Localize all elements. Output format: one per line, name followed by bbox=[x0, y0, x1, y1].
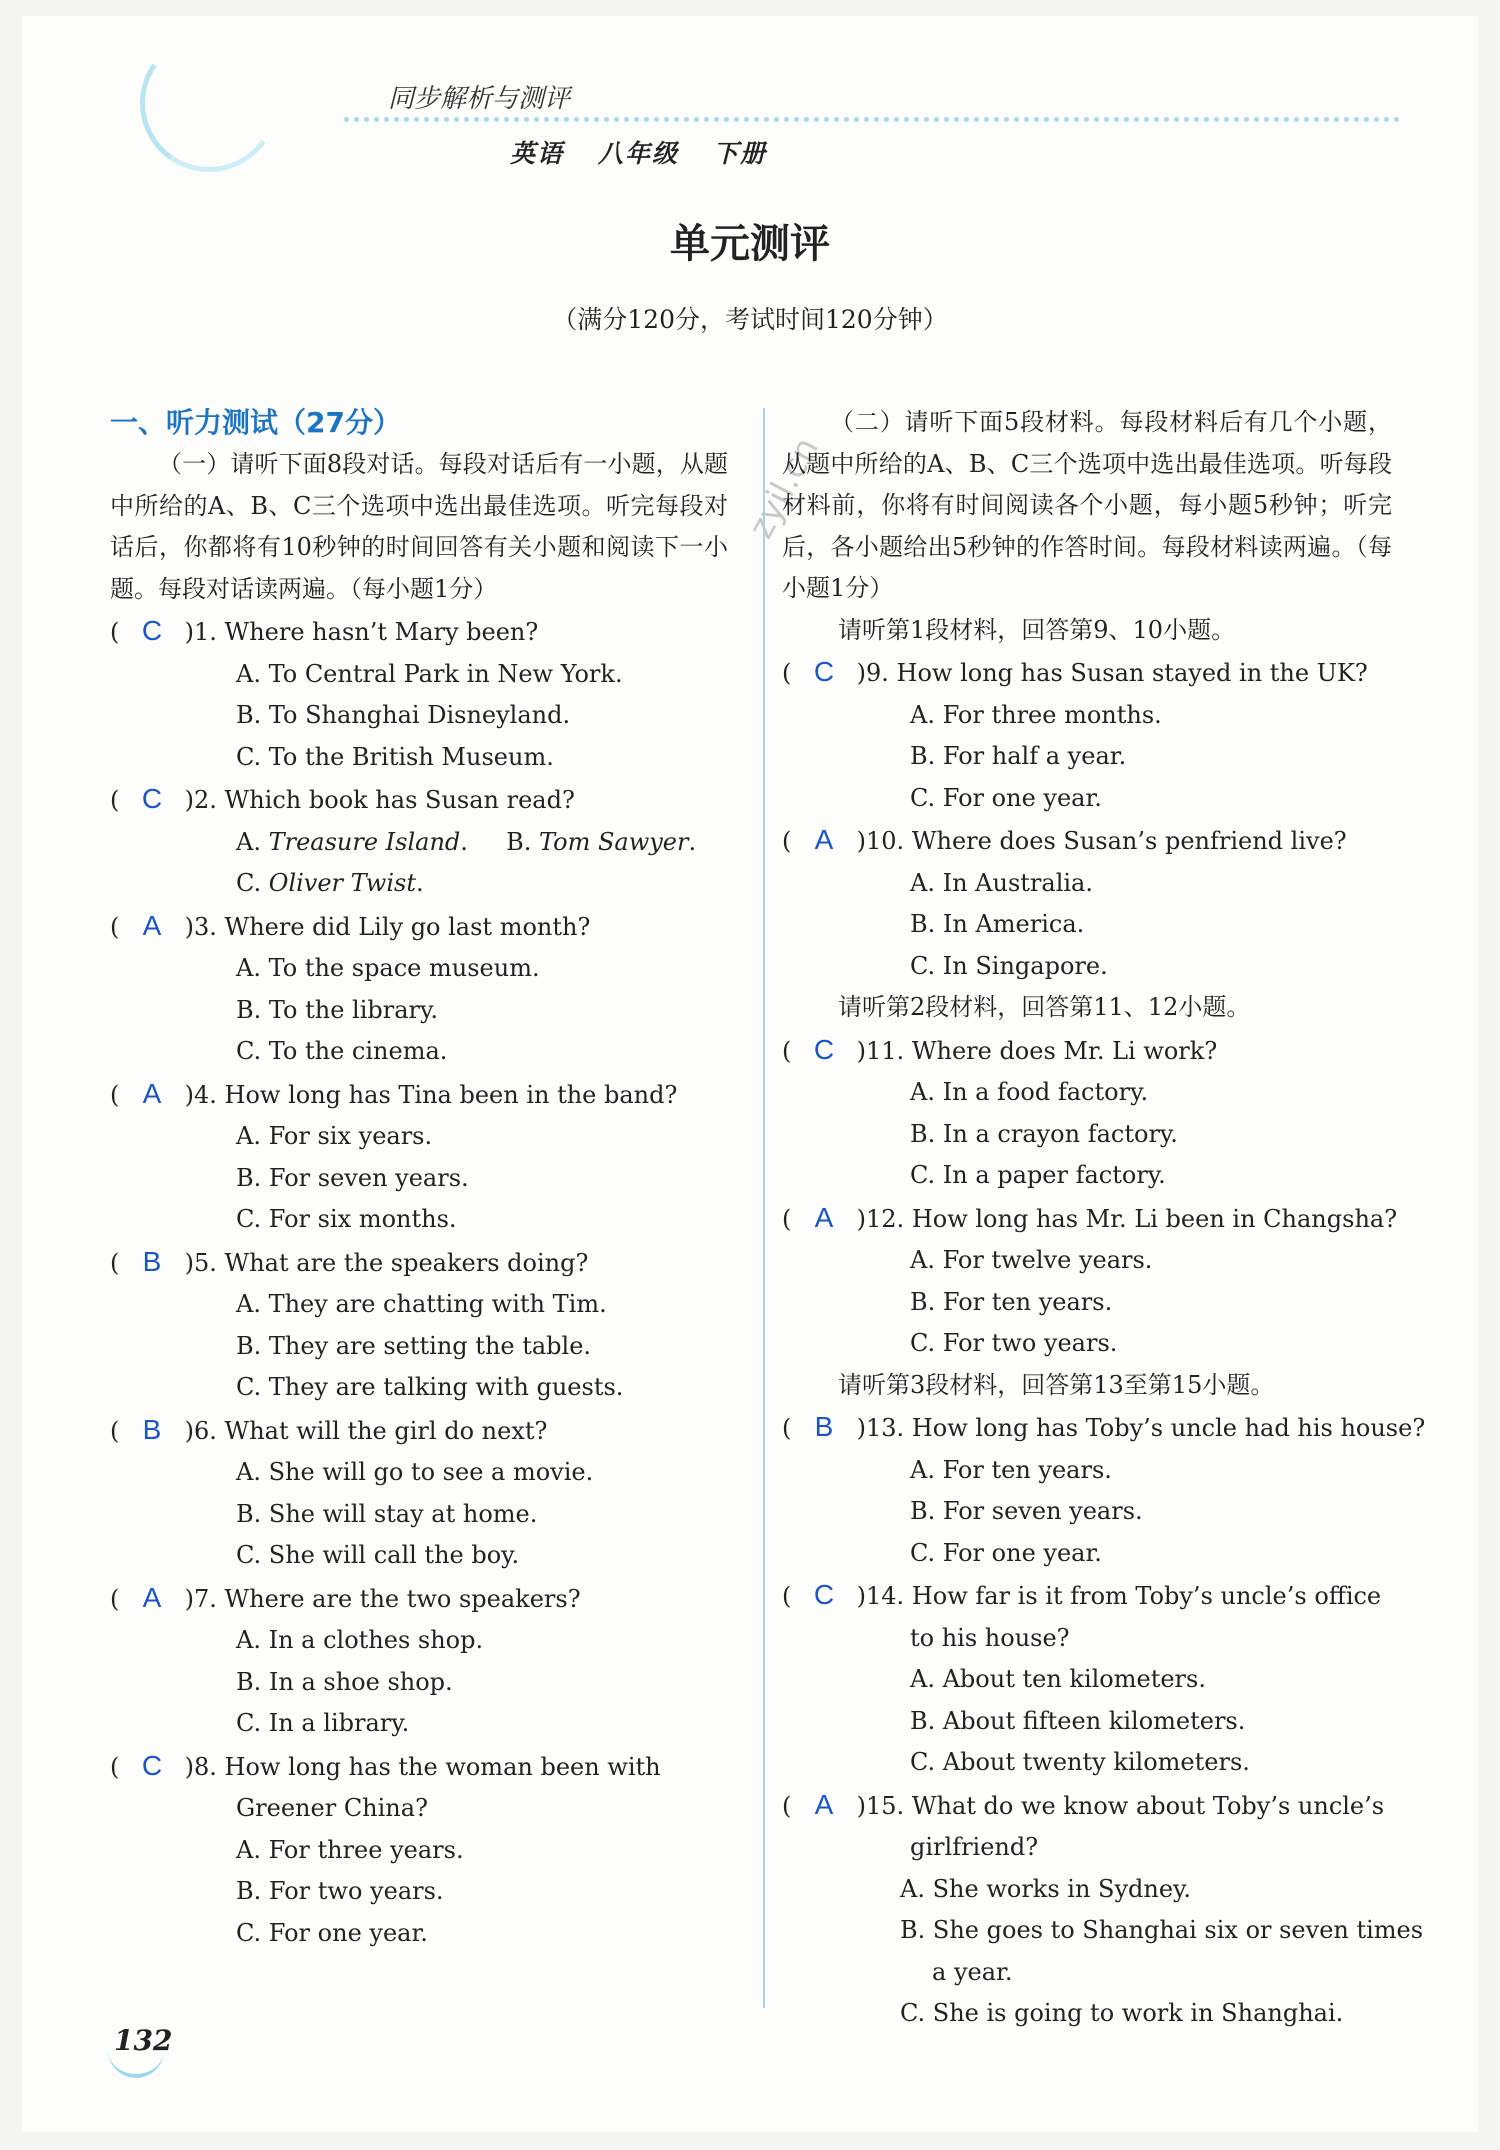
option: C. Oliver Twist. bbox=[236, 869, 424, 897]
option: B. For seven years. bbox=[910, 1497, 1143, 1525]
part2-instructions: （二）请听下面5段材料。每段材料后有几个小题，从题中所给的A、B、C三个选项中选出最佳选项。听每段材料前，你将有时间阅读各个小题，每小题5秒钟；听完后，各小题给出5秒钟的作答时间。每段材料读两遍。（每小题1分） bbox=[782, 408, 1392, 602]
option: C. To the cinema. bbox=[236, 1037, 448, 1065]
option: B. In a crayon factory. bbox=[910, 1119, 1178, 1148]
question: ( A )7. Where are the two speakers? bbox=[110, 1577, 728, 1621]
option: A. For twelve years. bbox=[910, 1246, 1153, 1274]
answer: A bbox=[142, 1077, 162, 1109]
option: B. About fifteen kilometers. bbox=[910, 1706, 1246, 1735]
question: ( C )14. How far is it from Toby’s uncle’s office bbox=[782, 1574, 1392, 1618]
answer: A bbox=[814, 824, 834, 855]
book-title: Oliver Twist bbox=[268, 869, 416, 897]
option: A. To Central Park in New York. bbox=[236, 659, 623, 688]
option: B. For two years. bbox=[236, 1877, 444, 1905]
question-text-continued: girlfriend? bbox=[910, 1833, 1039, 1861]
option: B. They are setting the table. bbox=[236, 1331, 592, 1360]
option: C. She is going to work in Shanghai. bbox=[900, 1999, 1344, 2027]
page-number: 132 bbox=[114, 2024, 173, 2057]
option: B. To the library. bbox=[236, 995, 439, 1024]
option: B. For half a year. bbox=[910, 742, 1127, 770]
option: C. For six months. bbox=[236, 1205, 457, 1233]
option: A. For six years. bbox=[236, 1122, 433, 1150]
question-text: Where does Mr. Li work? bbox=[911, 1036, 1218, 1065]
answer: A bbox=[142, 909, 162, 941]
answer: C bbox=[141, 783, 163, 814]
page bbox=[22, 16, 1478, 2132]
column-divider bbox=[763, 408, 765, 2008]
question-text: How far is it from Toby’s uncle’s office bbox=[911, 1582, 1382, 1610]
option: A. For ten years. bbox=[910, 1455, 1112, 1484]
answer: B bbox=[142, 1245, 162, 1277]
question: ( A )12. How long has Mr. Li been in Changsha? bbox=[782, 1197, 1392, 1241]
question-text: How long has Mr. Li been in Changsha? bbox=[911, 1204, 1398, 1233]
question: ( A )4. How long has Tina been in the band? bbox=[110, 1073, 728, 1117]
question-text: Where does Susan’s penfriend live? bbox=[911, 827, 1347, 855]
header-arc-decoration bbox=[129, 23, 289, 183]
option: A. In a food factory. bbox=[910, 1078, 1149, 1106]
answer: A bbox=[142, 1581, 162, 1613]
option: A. For three years. bbox=[236, 1835, 464, 1864]
question: ( C )1. Where hasn’t Mary been? bbox=[110, 610, 728, 654]
book-title: Tom Sawyer bbox=[538, 827, 689, 856]
header-dotted-rule bbox=[344, 117, 1400, 122]
answer: C bbox=[813, 1579, 835, 1610]
series-title: 同步解析与测评 bbox=[388, 84, 571, 114]
question-text-continued: Greener China? bbox=[236, 1794, 428, 1822]
question: ( C )8. How long has the woman been with bbox=[110, 1745, 728, 1789]
option: B. She goes to Shanghai six or seven times bbox=[900, 1916, 1424, 1944]
question: ( C )2. Which book has Susan read? bbox=[110, 778, 728, 822]
option: C. In Singapore. bbox=[910, 951, 1108, 980]
question: ( B )6. What will the girl do next? bbox=[110, 1409, 728, 1453]
option: C. They are talking with guests. bbox=[236, 1373, 624, 1401]
question-text: How long has Tina been in the band? bbox=[224, 1080, 678, 1109]
subject: 英语 bbox=[510, 139, 565, 168]
part1-instructions: （一）请听下面8段对话。每段对话后有一小题，从题中所给的A、B、C三个选项中选出最佳选项。听完每段对话后，你都将有10秒钟的时间回答有关小题和阅读下一小题。每段对话读两遍。（每小题1分） bbox=[110, 450, 728, 603]
option: C. In a paper factory. bbox=[910, 1161, 1166, 1189]
question: ( A )15. What do we know about Toby’s uncle’s bbox=[782, 1784, 1392, 1828]
question-text: What will the girl do next? bbox=[224, 1416, 548, 1445]
option: C. For one year. bbox=[910, 1538, 1102, 1567]
option: A. For three months. bbox=[910, 700, 1162, 729]
question-text-continued: to his house? bbox=[910, 1623, 1070, 1652]
option: B. For ten years. bbox=[910, 1287, 1113, 1316]
option: A. To the space museum. bbox=[236, 954, 540, 982]
question: ( B )5. What are the speakers doing? bbox=[110, 1241, 728, 1285]
watermark: zyjl.cn bbox=[740, 430, 827, 546]
question-text: What do we know about Toby’s uncle’s bbox=[911, 1791, 1385, 1820]
answer: A bbox=[814, 1788, 834, 1820]
answer: B bbox=[814, 1411, 834, 1442]
book-title: Treasure Island bbox=[268, 827, 461, 856]
question: ( B )13. How long has Toby’s uncle had his house? bbox=[782, 1406, 1392, 1450]
option-row: A. Treasure Island. B. Tom Sawyer. bbox=[236, 827, 697, 856]
option: C. For one year. bbox=[910, 783, 1102, 812]
answer: C bbox=[813, 656, 835, 687]
question-text: How long has Toby’s uncle had his house? bbox=[911, 1414, 1426, 1442]
question: ( C )11. Where does Mr. Li work? bbox=[782, 1029, 1392, 1073]
answer: A bbox=[814, 1201, 834, 1233]
group-label: 请听第1段材料，回答第9、10小题。 bbox=[838, 615, 1236, 644]
option: B. In a shoe shop. bbox=[236, 1667, 453, 1696]
option: A. They are chatting with Tim. bbox=[236, 1290, 607, 1318]
question-text: How long has the woman been with bbox=[224, 1752, 661, 1781]
answer: C bbox=[813, 1033, 835, 1065]
question-text: Where are the two speakers? bbox=[224, 1584, 581, 1613]
question-text: Which book has Susan read? bbox=[224, 786, 575, 814]
book-subject-line bbox=[510, 134, 801, 170]
group-label: 请听第2段材料，回答第11、12小题。 bbox=[838, 993, 1251, 1021]
option: C. For two years. bbox=[910, 1329, 1118, 1357]
left-column bbox=[110, 402, 728, 1954]
option: A. In a clothes shop. bbox=[236, 1626, 484, 1654]
question: ( C )9. How long has Susan stayed in the UK? bbox=[782, 651, 1392, 695]
question: ( A )3. Where did Lily go last month? bbox=[110, 905, 728, 949]
section-heading: 一、听力测试（27分） bbox=[110, 406, 401, 439]
option: C. For one year. bbox=[236, 1918, 428, 1947]
volume: 下册 bbox=[713, 139, 768, 168]
option: A. About ten kilometers. bbox=[910, 1665, 1206, 1693]
option: B. She will stay at home. bbox=[236, 1499, 538, 1528]
question-text: Where did Lily go last month? bbox=[224, 912, 591, 941]
answer: B bbox=[142, 1413, 162, 1445]
option-continued: a year. bbox=[932, 1957, 1013, 1986]
option: A. She will go to see a movie. bbox=[236, 1458, 594, 1486]
option: C. To the British Museum. bbox=[236, 742, 554, 771]
option: C. About twenty kilometers. bbox=[910, 1748, 1250, 1776]
page-title: 单元测评 bbox=[670, 221, 830, 267]
option: B. In America. bbox=[910, 910, 1085, 938]
option: B. To Shanghai Disneyland. bbox=[236, 701, 571, 729]
question-text: How long has Susan stayed in the UK? bbox=[896, 659, 1368, 687]
answer: C bbox=[141, 1749, 163, 1781]
option: A. In Australia. bbox=[910, 868, 1093, 897]
option: C. In a library. bbox=[236, 1709, 410, 1737]
option: C. She will call the boy. bbox=[236, 1541, 520, 1569]
grade: 八年级 bbox=[598, 139, 680, 168]
right-column bbox=[782, 402, 1426, 2035]
question-text: Where hasn’t Mary been? bbox=[224, 618, 539, 646]
answer: C bbox=[141, 615, 163, 646]
option: B. For seven years. bbox=[236, 1163, 469, 1192]
question: ( A )10. Where does Susan’s penfriend live? bbox=[782, 819, 1392, 863]
group-label: 请听第3段材料，回答第13至第15小题。 bbox=[838, 1370, 1275, 1399]
question-text: What are the speakers doing? bbox=[224, 1248, 589, 1277]
option: A. She works in Sydney. bbox=[900, 1874, 1192, 1903]
exam-info: （满分120分，考试时间120分钟） bbox=[552, 305, 948, 334]
